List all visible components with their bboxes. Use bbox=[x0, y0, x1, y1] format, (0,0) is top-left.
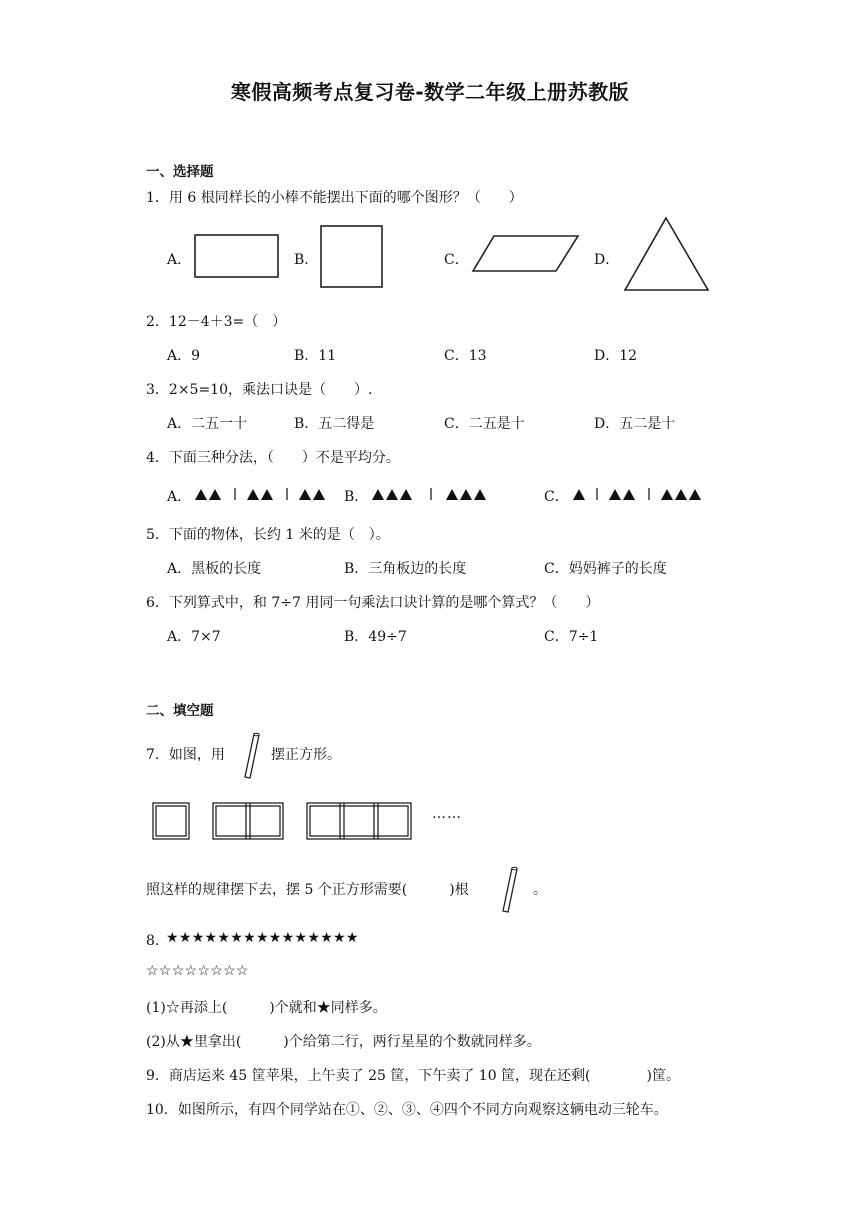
stick-icon bbox=[242, 732, 262, 780]
q3-option-c[interactable]: C．二五是十 bbox=[444, 416, 525, 432]
black-stars-row: ★★★★★★★★★★★★★★★ bbox=[166, 930, 359, 946]
question-8-part-1: (1)☆再添上( )个就和★同样多。 bbox=[146, 1000, 387, 1016]
question-3: 3．2×5=10，乘法口诀是（ ）. bbox=[146, 382, 373, 398]
question-5: 5．下面的物体，长约 1 米的是（ ）。 bbox=[146, 527, 390, 543]
triangle-icon bbox=[624, 217, 710, 293]
triangle-groups-a-icon bbox=[194, 486, 334, 502]
question-7-line2-end: 。 bbox=[533, 882, 547, 898]
white-stars-row: ☆☆☆☆☆☆☆☆ bbox=[146, 963, 249, 979]
stick-icon bbox=[500, 866, 520, 914]
question-8-part-2: (2)从★里拿出( )个给第二行，两行星星的个数就同样多。 bbox=[146, 1034, 541, 1050]
question-2: 2．12－4＋3=（ ） bbox=[146, 314, 287, 330]
square-icon bbox=[320, 225, 384, 289]
rectangle-icon bbox=[194, 234, 280, 278]
question-1: 1．用 6 根同样长的小棒不能摆出下面的哪个图形？（ ） bbox=[146, 190, 523, 206]
q1-option-c[interactable]: C． bbox=[444, 252, 469, 268]
q5-option-a[interactable]: A．黑板的长度 bbox=[167, 561, 262, 577]
triangle-groups-c-icon bbox=[572, 486, 712, 502]
q2-option-c[interactable]: C．13 bbox=[444, 348, 487, 364]
pattern-ellipsis: …… bbox=[432, 806, 462, 822]
question-9: 9．商店运来 45 筐苹果，上午卖了 25 筐，下午卖了 10 筐，现在还剩( )筐。 bbox=[146, 1068, 680, 1084]
q3-option-a[interactable]: A．二五一十 bbox=[167, 416, 248, 432]
q5-option-c[interactable]: C．妈妈裤子的长度 bbox=[544, 561, 667, 577]
section-heading-fill: 二、填空题 bbox=[146, 703, 214, 719]
question-10: 10．如图所示，有四个同学站在①、②、③、④四个不同方向观察这辆电动三轮车。 bbox=[146, 1102, 668, 1118]
q4-option-a[interactable]: A． bbox=[167, 489, 192, 505]
q6-option-a[interactable]: A．7×7 bbox=[167, 629, 221, 645]
q6-option-c[interactable]: C．7÷1 bbox=[544, 629, 599, 645]
page-title: 寒假高频考点复习卷-数学二年级上册苏教版 bbox=[230, 80, 630, 104]
section-heading-choice: 一、选择题 bbox=[146, 164, 214, 180]
triangle-groups-b-icon bbox=[371, 486, 501, 502]
q3-option-b[interactable]: B．五二得是 bbox=[294, 416, 375, 432]
matchstick-squares-figure bbox=[150, 800, 470, 842]
question-6: 6．下列算式中，和 7÷7 用同一句乘法口诀计算的是哪个算式？（ ） bbox=[146, 595, 600, 611]
q1-option-d[interactable]: D． bbox=[594, 252, 620, 268]
q5-option-b[interactable]: B．三角板边的长度 bbox=[344, 561, 467, 577]
q1-option-b[interactable]: B． bbox=[294, 252, 319, 268]
q2-option-a[interactable]: A．9 bbox=[167, 348, 201, 364]
question-4: 4．下面三种分法，（ ）不是平均分。 bbox=[146, 450, 400, 466]
q3-option-d[interactable]: D．五二是十 bbox=[594, 416, 676, 432]
question-8-label: 8． bbox=[146, 933, 169, 949]
question-7-suffix: 摆正方形。 bbox=[271, 747, 341, 763]
question-7: 7．如图，用 bbox=[146, 747, 225, 763]
q4-option-c[interactable]: C． bbox=[544, 489, 569, 505]
q6-option-b[interactable]: B．49÷7 bbox=[344, 629, 407, 645]
q4-option-b[interactable]: B． bbox=[344, 489, 369, 505]
parallelogram-icon bbox=[472, 235, 580, 273]
q1-option-a[interactable]: A． bbox=[167, 252, 192, 268]
q2-option-d[interactable]: D．12 bbox=[594, 348, 638, 364]
q2-option-b[interactable]: B．11 bbox=[294, 348, 337, 364]
question-7-line2: 照这样的规律摆下去，摆 5 个正方形需要( )根 bbox=[146, 882, 469, 898]
